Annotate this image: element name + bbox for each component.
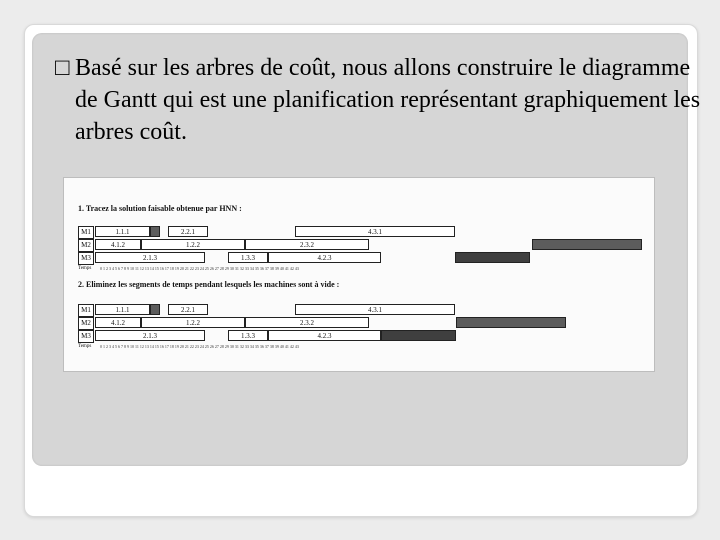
gantt2-m1-task3: 4.3.1 — [295, 304, 455, 315]
time-label-2: Temps — [78, 344, 92, 349]
row-label-m3: M3 — [78, 252, 94, 265]
gantt1-m3-task1: 2.1.3 — [95, 252, 205, 263]
gantt-figure — [64, 178, 654, 371]
row-label-m2: M2 — [78, 239, 94, 252]
gantt2-m2-task3: 2.3.2 — [245, 317, 369, 328]
row-label-m2-2: M2 — [78, 317, 94, 330]
gantt1-m3-task3: 4.2.3 — [268, 252, 381, 263]
gantt2-m2-task2: 1.2.2 — [141, 317, 245, 328]
gantt2-m2-shaded-block — [456, 317, 566, 328]
gantt2-m1-task2: 2.2.1 — [168, 304, 208, 315]
gantt1-m3-task2: 1.3.3 — [228, 252, 268, 263]
gantt2-m3-shaded-block — [381, 330, 456, 341]
row-label-m1: M1 — [78, 226, 94, 239]
row-label-m1-2: M1 — [78, 304, 94, 317]
gantt1-m2-task1: 4.1.2 — [95, 239, 141, 250]
gantt1-m1-task2: 2.2.1 — [168, 226, 208, 237]
row-label-m3-2: M3 — [78, 330, 94, 343]
gantt1-m1-idle1 — [150, 226, 160, 237]
time-axis-1: 0 1 2 3 4 5 6 7 8 9 10 11 12 13 14 15 16 17 18 19 20 21 22 23 24 25 26 27 28 29 30 31 32 33 34 35 36 37 38 39 40 41 42 43 — [100, 266, 299, 271]
gantt2-m1-task1: 1.1.1 — [95, 304, 150, 315]
gantt2-m3-task2: 1.3.3 — [228, 330, 268, 341]
bullet-paragraph — [55, 52, 705, 148]
time-label-1: Temps — [78, 266, 92, 271]
bullet-text: Basé sur les arbres de coût, nous allons construire le diagramme de Gantt qui est une planification représentant graphiquement les arbres coût. — [75, 55, 701, 145]
square-bullet-icon: □ — [55, 55, 70, 81]
gantt2-m2-task1: 4.1.2 — [95, 317, 141, 328]
section2-title: 2. Eliminez les segments de temps pendant lesquels les machines sont à vide : — [78, 280, 340, 289]
gantt1-m2-shaded-block — [532, 239, 642, 250]
section1-title: 1. Tracez la solution faisable obtenue par HNN : — [78, 204, 242, 213]
gantt1-m1-task1: 1.1.1 — [95, 226, 150, 237]
time-axis-2: 0 1 2 3 4 5 6 7 8 9 10 11 12 13 14 15 16 17 18 19 20 21 22 23 24 25 26 27 28 29 30 31 32 33 34 35 36 37 38 39 40 41 42 43 — [100, 344, 299, 349]
gantt1-m3-shaded-block — [455, 252, 530, 263]
gantt2-m1-idle1 — [150, 304, 160, 315]
gantt2-m3-task3: 4.2.3 — [268, 330, 381, 341]
gantt2-m3-task1: 2.1.3 — [95, 330, 205, 341]
gantt1-m2-task3: 2.3.2 — [245, 239, 369, 250]
gantt1-m2-task2: 1.2.2 — [141, 239, 245, 250]
gantt1-m1-task3: 4.3.1 — [295, 226, 455, 237]
